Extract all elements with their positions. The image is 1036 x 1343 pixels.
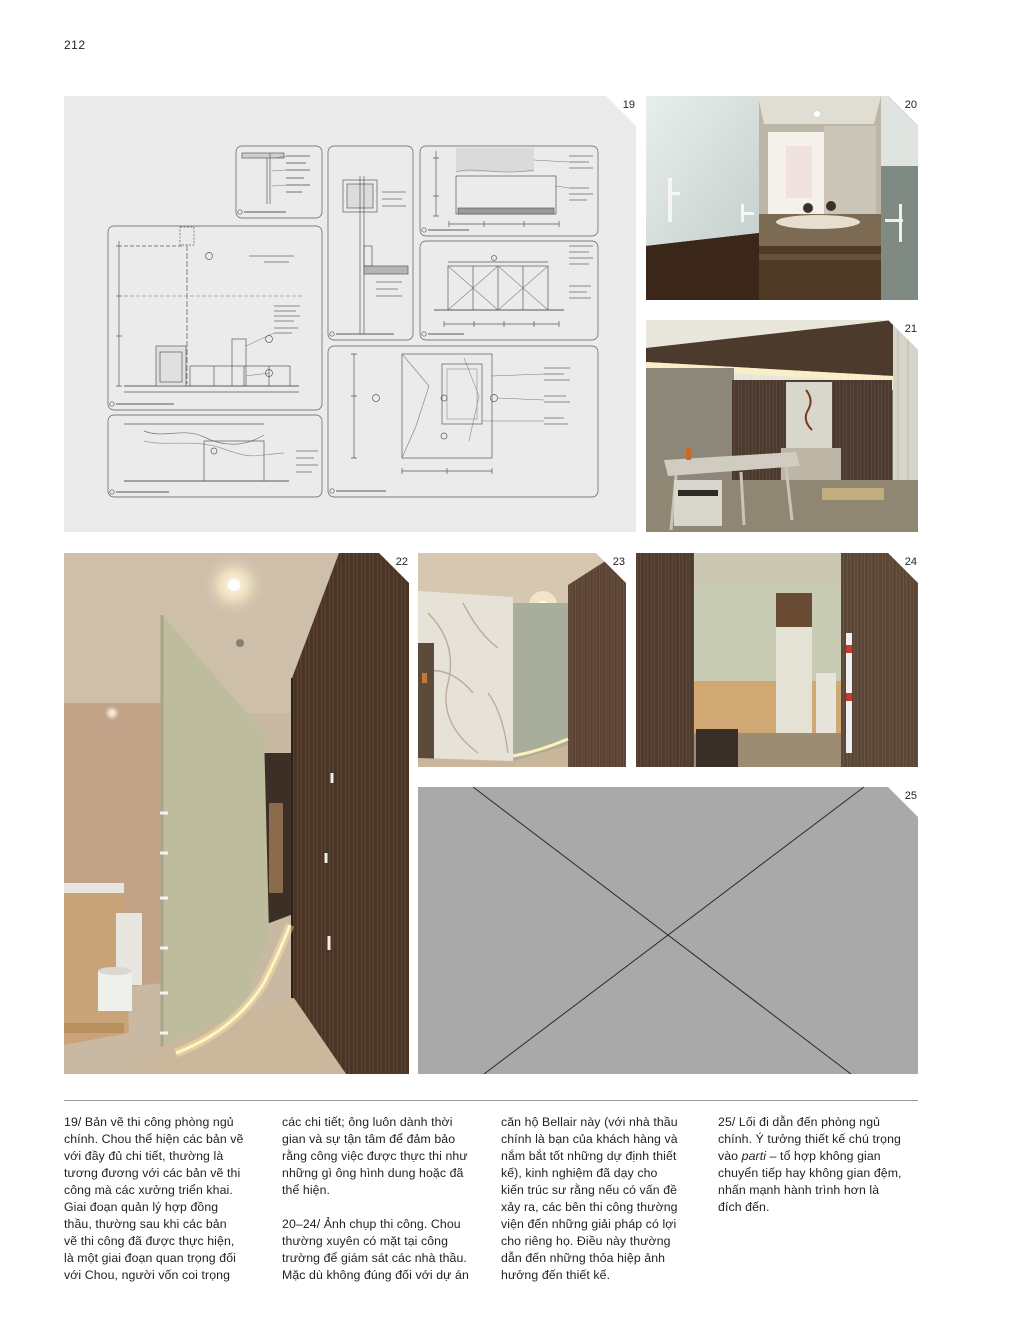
caption-line: kế), kinh nghiệm đã dạy cho (501, 1166, 658, 1180)
caption-line: đích đến. (718, 1200, 770, 1214)
right-door-panel (881, 96, 918, 300)
construction-photo (636, 553, 918, 767)
ceiling (694, 553, 844, 585)
caption-line: chính. Chou thể hiện các bản vẽ (64, 1132, 244, 1146)
caption-line: Mặc dù không đúng đối với dự án (282, 1268, 469, 1282)
caption-line: cho riêng họ. Điều này thường (501, 1234, 671, 1248)
caption-line: dẫn đến những thỏa hiệp ảnh (501, 1251, 666, 1265)
caption-line: những gì ông hình dung hoặc đã (282, 1166, 464, 1180)
caption-segment: – tổ hợp không gian (766, 1149, 881, 1163)
figure-24-number: 24 (904, 556, 917, 568)
italic-term: parti (741, 1149, 767, 1163)
caption-line: tương đương với các bản vẽ thi (64, 1166, 241, 1180)
caption-line: thầu, thường sau khi các bản (64, 1217, 227, 1231)
pale-wall (694, 585, 844, 685)
wood-panel (568, 553, 626, 767)
figure-22-photo (64, 553, 409, 1074)
figure-23-photo (418, 553, 626, 767)
glass-panel (513, 603, 569, 763)
caption-line: với Chou, người vốn coi trọng (64, 1268, 231, 1282)
caption-column-2 (282, 1114, 494, 1284)
caption-segment: vào (718, 1149, 742, 1163)
room-view (758, 96, 881, 300)
caption-line (718, 1148, 930, 1165)
figure-24-photo (636, 553, 918, 767)
figure-20-number: 20 (904, 99, 917, 111)
caption-line: nắm bắt tốt những dự định thiết (501, 1149, 677, 1163)
caption-line: với đầy đủ chi tiết, thường là (64, 1149, 224, 1163)
caption-divider (64, 1100, 918, 1101)
figure-25-number: 25 (904, 790, 917, 802)
placeholder-graphic (418, 787, 918, 1074)
figure-21-photo (646, 320, 918, 532)
caption-line: rằng công việc được thực thi như (282, 1149, 468, 1163)
caption-line: chính. Ý tưởng thiết kế chú trọng (718, 1132, 901, 1146)
caption-line: kiến trúc sư rằng nếu có vấn đề (501, 1183, 678, 1197)
figure-21-number: 21 (904, 323, 917, 335)
caption-line: 20–24/ Ảnh chụp thi công. Chou (282, 1217, 461, 1231)
caption-line: 19/ Bản vẽ thi công phòng ngủ (64, 1115, 234, 1129)
caption-line: hưởng đến thiết kế. (501, 1268, 611, 1282)
caption-line: trường để giám sát các nhà thầu. (282, 1251, 467, 1265)
caption-line: 25/ Lối đi dẫn đến phòng ngủ (718, 1115, 881, 1129)
corridor-photo (64, 553, 409, 1074)
caption-line: xảy ra, các bên thi công thường (501, 1200, 678, 1214)
caption-line: thường xuyên có mặt tại công (282, 1234, 449, 1248)
caption-line: gian và sự tận tâm để đảm bảo (282, 1132, 456, 1146)
caption-line: các chi tiết; ông luôn dành thời (282, 1115, 453, 1129)
caption-line: nhấn mạnh hành trình hơn là (718, 1183, 880, 1197)
caption-line: căn hộ Bellair này (với nhà thầu (501, 1115, 678, 1129)
figure-25-image-placeholder (418, 787, 918, 1074)
caption-column-1 (64, 1114, 276, 1284)
figure-19-construction-drawing (64, 96, 636, 532)
figure-20-photo (646, 96, 918, 300)
caption-column-4 (718, 1114, 930, 1216)
caption-column-3 (501, 1114, 713, 1284)
figure-19-number: 19 (622, 99, 635, 111)
construction-photo (646, 96, 918, 300)
caption-line: là một giai đoạn quan trọng đối (64, 1251, 236, 1265)
caption-line: chuyển tiếp hay không gian đệm, (718, 1166, 902, 1180)
figure-23-number: 23 (612, 556, 625, 568)
placeholder-fill (418, 787, 918, 1074)
left-door-panel (646, 96, 759, 300)
caption-line: vẽ thi công đã được thực hiện, (64, 1234, 235, 1248)
drawing-sheet (64, 96, 636, 532)
caption-line (282, 1199, 494, 1216)
caption-line: Giai đoạn quản lý hợp đồng (64, 1200, 219, 1214)
construction-photo (418, 553, 626, 767)
caption-line: chính là bạn của khách hàng và (501, 1132, 678, 1146)
figure-22-number: 22 (395, 556, 408, 568)
left-wood-panel (636, 553, 694, 767)
caption-line: viện đến những giải pháp có lợi (501, 1217, 677, 1231)
page-number: 212 (64, 38, 86, 52)
right-wood-panel (841, 553, 918, 767)
caption-line: thể hiện. (282, 1183, 331, 1197)
caption-line: công mà các xưởng triển khai. (64, 1183, 233, 1197)
construction-photo (646, 320, 918, 532)
